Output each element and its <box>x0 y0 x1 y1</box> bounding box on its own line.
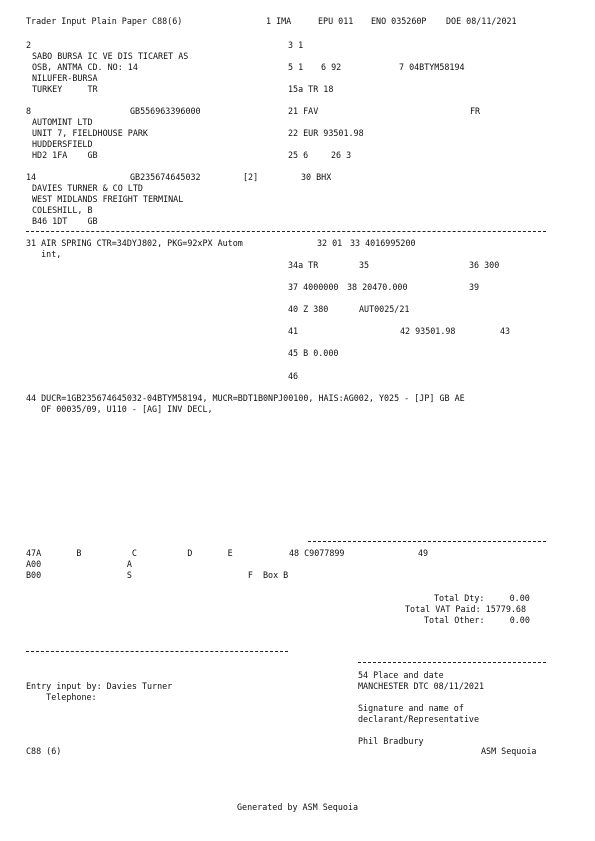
declarant-line-1: DAVIES TURNER & CO LTD <box>32 183 143 193</box>
declarant-eori: GB235674645032 <box>130 172 201 182</box>
place-and-date: MANCHESTER DTC 08/11/2021 <box>358 681 485 691</box>
declarant-line-4: B46 1DT GB <box>32 216 98 226</box>
representation-type: [2] <box>243 172 259 182</box>
consignor-line-3: NILUFER-BURSA <box>32 73 98 83</box>
box49-warehouse: 49 <box>418 548 429 558</box>
consignee-line-4: HD2 1FA GB <box>32 150 98 160</box>
box44-additional-info: 44 DUCR=1GB235674645032-04BTYM58194, MUCR=BDT1B0NPJ00100, HAIS:AG002, Y025 - [JP] GB AE <box>26 393 465 403</box>
box7-reference: 7 04BTYM58194 <box>399 62 465 72</box>
consignee-eori: GB556963396000 <box>130 106 201 116</box>
box14-label: 14 <box>26 172 37 182</box>
form-code: C88 (6) <box>26 746 62 756</box>
signature-label-2: declarant/Representative <box>358 714 480 724</box>
consignee-line-3: HUDDERSFIELD <box>32 139 93 149</box>
box15a-dispatch-country: 15a TR 18 <box>288 84 334 94</box>
box1-declaration-type: 1 IMA <box>266 16 292 26</box>
box44-additional-info-cont: OF 00035/09, U110 - [AG] INV DECL, <box>26 404 213 414</box>
box41-supplementary-units: 41 <box>288 326 299 336</box>
box26-inland-mode: 26 3 <box>331 150 352 160</box>
box31-description: 31 AIR SPRING CTR=34DYJ802, PKG=92xPX Autom <box>26 238 243 248</box>
box3-forms: 3 1 <box>288 40 304 50</box>
box43-valuation-method: 43 <box>500 326 511 336</box>
box31-description-cont: int, <box>26 249 62 259</box>
box46-statistical-value: 46 <box>288 371 299 381</box>
box33-commodity-code: 33 4016995200 <box>350 238 416 248</box>
signature-label-1: Signature and name of <box>358 703 464 713</box>
box32-item-number: 32 01 <box>317 238 343 248</box>
divider-signature-right <box>358 662 546 663</box>
generated-by-footer: Generated by ASM Sequoia <box>236 802 358 812</box>
box45-adjustment: 45 B 0.000 <box>288 348 339 358</box>
box22-currency-amount: 22 EUR 93501.98 <box>288 128 364 138</box>
form-title: Trader Input Plain Paper C88(6) <box>26 16 183 26</box>
declarant-name: Phil Bradbury <box>358 736 424 746</box>
box37-procedure: 37 4000000 <box>288 282 339 292</box>
entry-number: ENO 035260P <box>371 16 427 26</box>
divider-signature-left <box>26 651 288 652</box>
consignor-line-1: SABO BURSA IC VE DIS TICARET AS <box>32 51 189 61</box>
software-name: ASM Sequoia <box>481 746 537 756</box>
divider-goods <box>26 231 546 232</box>
box40-previous-document: 40 Z 380 <box>288 304 329 314</box>
declarant-line-3: COLESHILL, B <box>32 205 93 215</box>
consignor-line-2: OSB, ANTMA CD. NO: 14 <box>32 62 138 72</box>
box47-row-b00: B00 S F Box B <box>26 570 289 580</box>
box5-items: 5 1 <box>288 62 304 72</box>
box8-label: 8 <box>26 106 32 116</box>
consignor-line-4: TURKEY TR <box>32 84 98 94</box>
box48-deferred-payment: 48 C9077899 <box>289 548 345 558</box>
box36-preference: 36 300 <box>469 260 500 270</box>
total-other: Total Other: 0.00 <box>424 615 530 625</box>
box54-label: 54 Place and date <box>358 670 444 680</box>
declarant-line-2: WEST MIDLANDS FREIGHT TERMINAL <box>32 194 184 204</box>
box34a-origin: 34a TR <box>288 260 319 270</box>
box2-label: 2 <box>26 40 32 50</box>
box21-transport: 21 FAV <box>288 106 319 116</box>
divider-box47 <box>308 541 546 542</box>
epu-number: EPU 011 <box>318 16 354 26</box>
box30-goods-location: 30 BHX <box>301 172 332 182</box>
consignee-line-1: AUTOMINT LTD <box>32 117 93 127</box>
total-duty: Total Dty: 0.00 <box>434 593 530 603</box>
box42-item-price: 42 93501.98 <box>400 326 456 336</box>
date-of-entry: DOE 08/11/2021 <box>446 16 517 26</box>
box47-header-row: 47A B C D E <box>26 548 233 558</box>
box39-quota: 39 <box>469 282 480 292</box>
box25-transport-mode: 25 6 <box>288 150 309 160</box>
box35-gross-mass: 35 <box>359 260 370 270</box>
telephone-label: Telephone: <box>26 692 97 702</box>
box38-net-mass: 38 20470.000 <box>347 282 408 292</box>
box47-row-a00: A00 A <box>26 559 132 569</box>
total-vat-paid: Total VAT Paid: 15779.68 <box>405 604 527 614</box>
box21-country: FR <box>470 106 481 116</box>
box40-reference: AUT0025/21 <box>359 304 410 314</box>
consignee-line-2: UNIT 7, FIELDHOUSE PARK <box>32 128 148 138</box>
entry-input-by: Entry input by: Davies Turner <box>26 681 173 691</box>
box6-packages: 6 92 <box>321 62 342 72</box>
